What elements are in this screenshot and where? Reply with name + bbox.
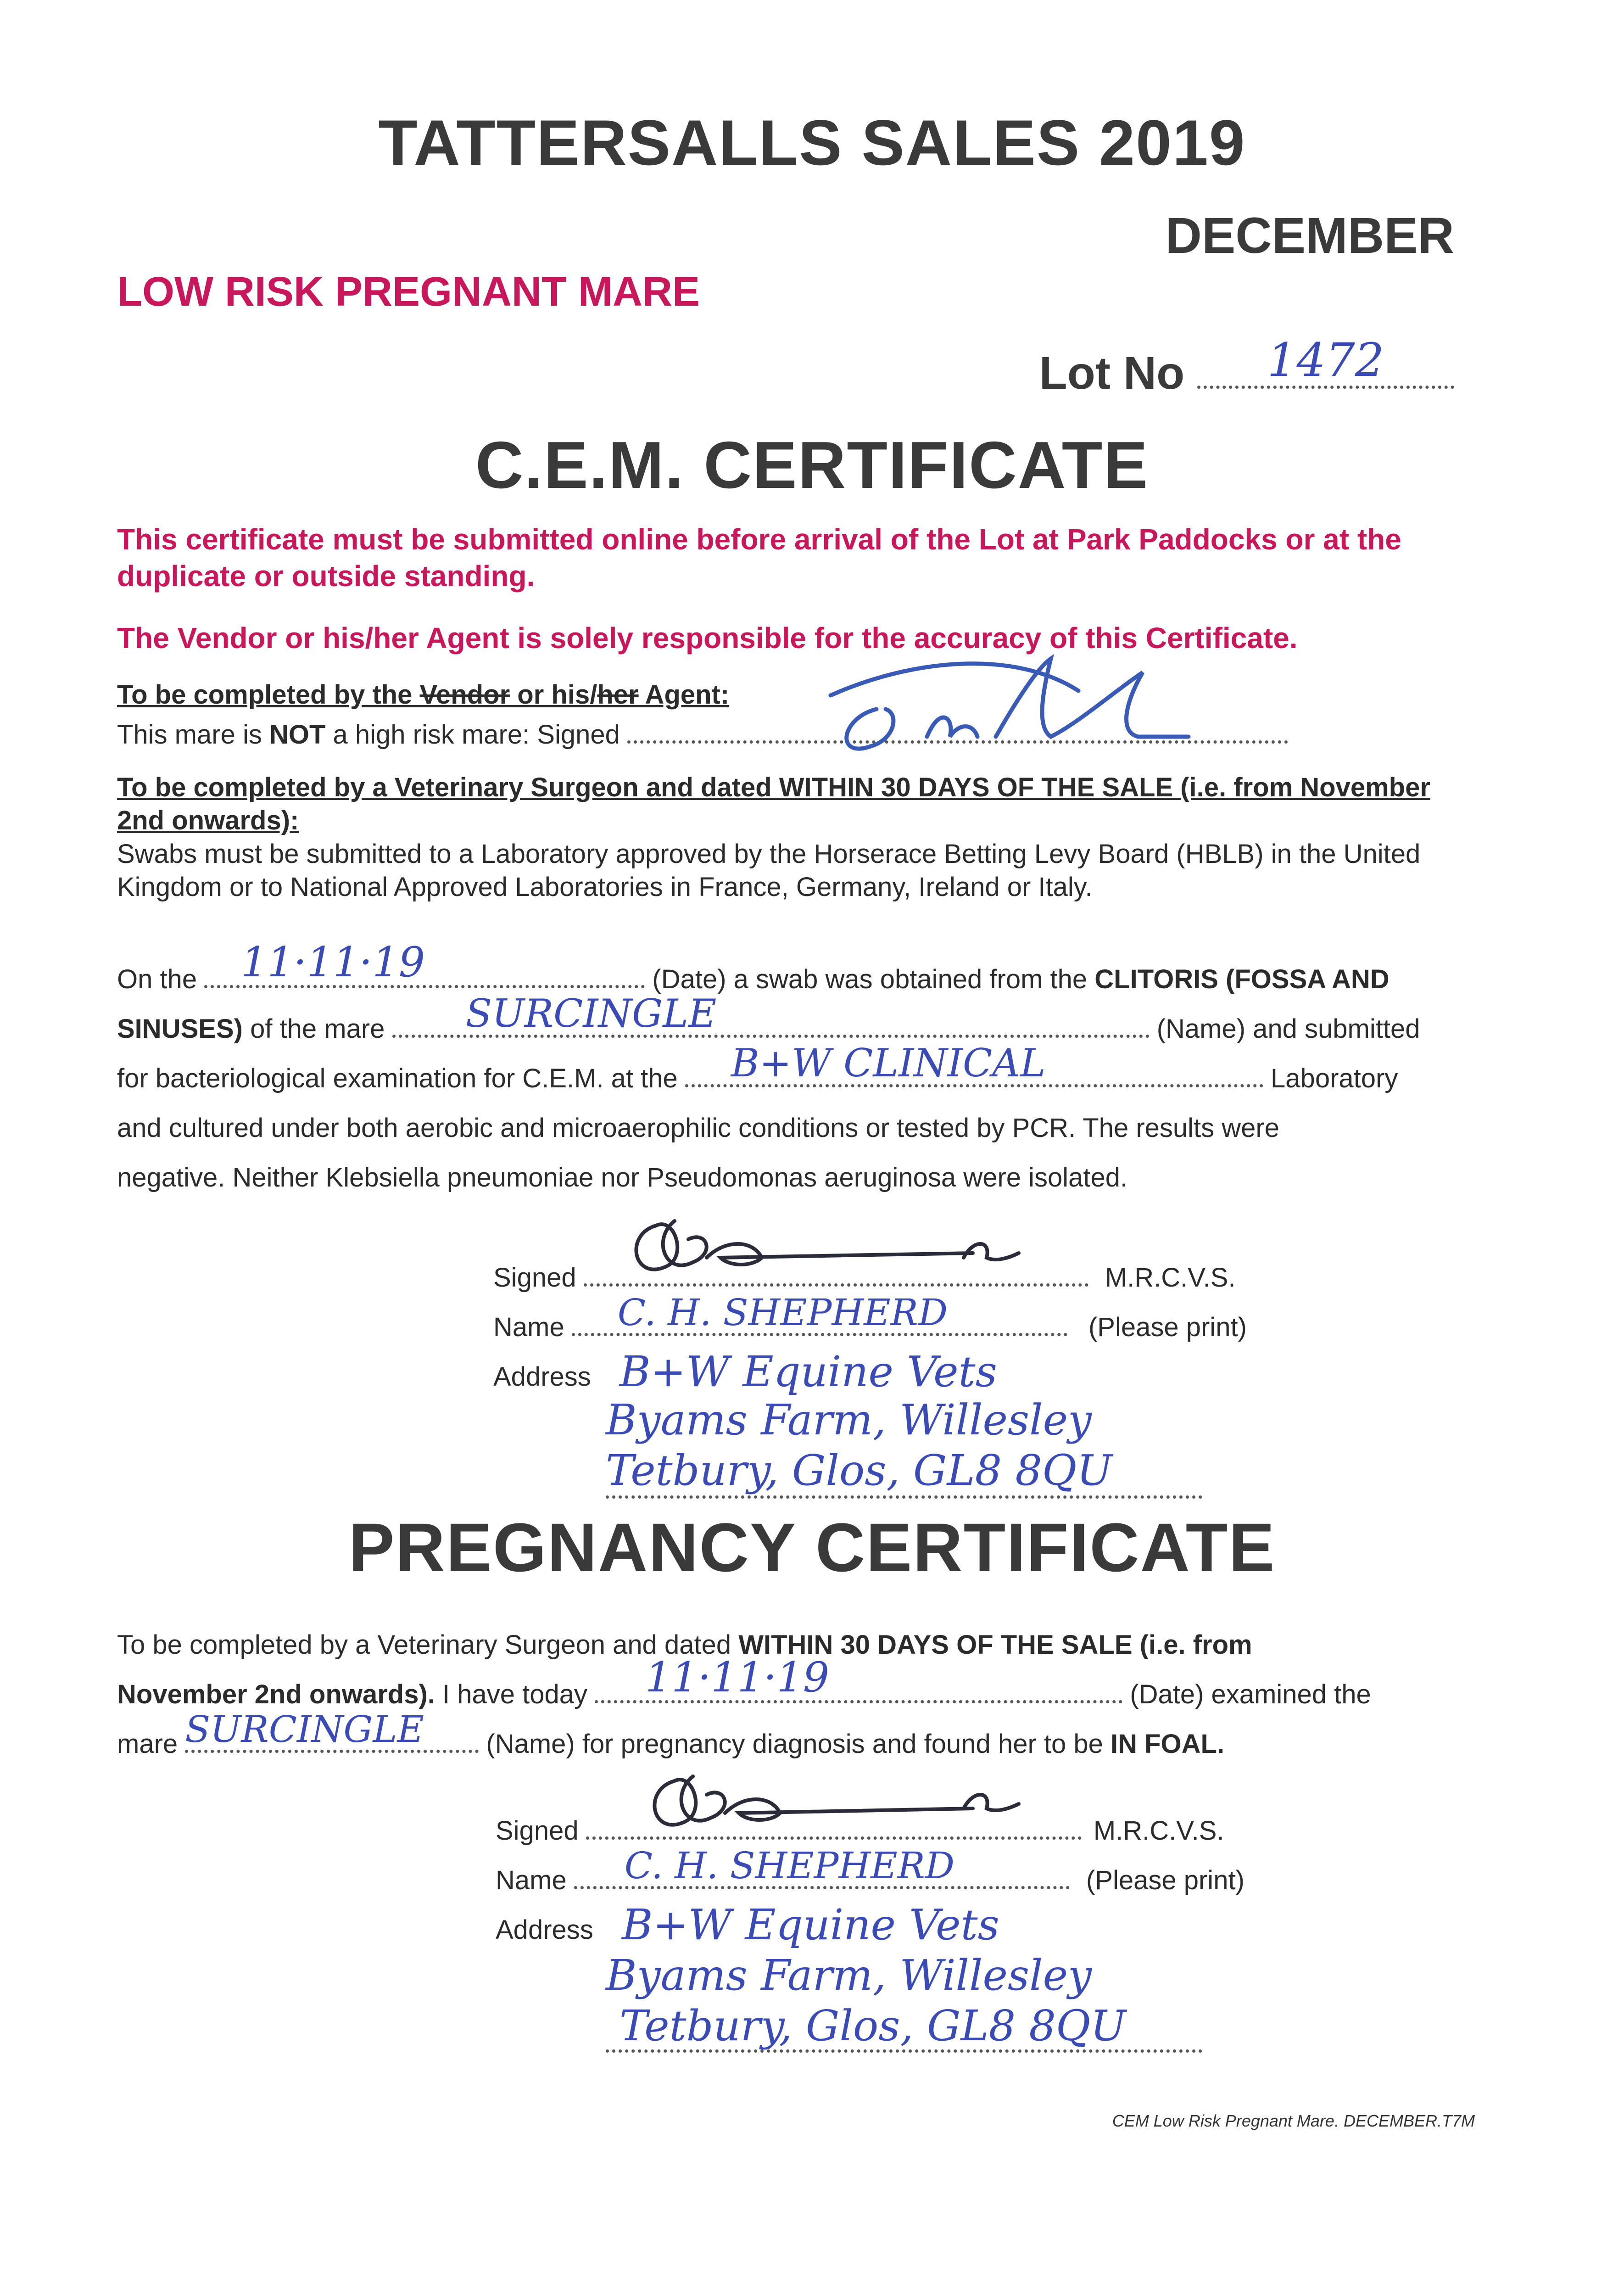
mrcvs-label: M.R.C.V.S. [1105, 1263, 1236, 1293]
swab-date-field [204, 938, 645, 988]
footer-code: CEM Low Risk Pregnant Mare. DECEMBER.T7M [1112, 2111, 1475, 2130]
clitoris-label: CLITORIS (FOSSA AND [1094, 964, 1390, 994]
vendor-line-text: a high risk mare: Signed [325, 720, 620, 750]
pregnancy-vet-signature [633, 1740, 1037, 1850]
pregnancy-address-line-3: Tetbury, Glos, GL8 8QU [619, 2001, 1126, 2050]
cem-address-label: Address [493, 1362, 591, 1392]
vendor-heading-part: To be completed by the [117, 680, 420, 710]
laboratory-label: Laboratory [1271, 1064, 1398, 1093]
lot-field [1197, 333, 1454, 389]
lot-label: Lot No [1039, 347, 1185, 399]
category-label: LOW RISK PREGNANT MARE [117, 269, 700, 315]
mare-label: mare [117, 1729, 178, 1759]
cem-name-line [493, 1291, 1247, 1352]
laboratory-value: B+W CLINICAL [731, 1040, 1046, 1086]
cem-vet-signature [615, 1189, 1037, 1294]
vendor-line-text: This mare is [117, 720, 269, 750]
cem-address-dots [606, 1495, 1202, 1499]
vet-heading: To be completed by a Veterinary Surgeon and dated WITHIN 30 DAYS OF THE SALE (i.e. from November 2nd onwards): [117, 772, 1430, 835]
laboratory-field [685, 1040, 1263, 1087]
signed-label: Signed [493, 1263, 576, 1293]
for-bact-text: for bacteriological examination for C.E.M. at the [117, 1064, 678, 1093]
swab-date-value: 11·11·19 [241, 938, 425, 986]
mare-name-value: SURCINGLE [465, 991, 717, 1036]
pregnancy-mare-field [185, 1708, 479, 1753]
pregnancy-date-field [595, 1653, 1122, 1703]
name-submitted-text: (Name) and submitted [1156, 1014, 1420, 1044]
cem-address-line-2: Byams Farm, Willesley [606, 1395, 1092, 1444]
lot-value: 1472 [1267, 333, 1384, 387]
pregnancy-address-line-1: B+W Equine Vets [622, 1900, 999, 1949]
pregnancy-line-text: To be completed by a Veterinary Surgeon and dated [117, 1630, 739, 1660]
cem-notice-2: The Vendor or his/her Agent is solely responsible for the accuracy of this Certificate. [117, 621, 1298, 655]
pregnancy-address-line-2: Byams Farm, Willesley [606, 1951, 1092, 2000]
name-label: Name [493, 1312, 564, 1342]
sale-month: DECEMBER [1165, 207, 1454, 264]
pregnancy-mare-name: SURCINGLE [185, 1708, 424, 1751]
cem-heading: C.E.M. CERTIFICATE [475, 428, 1149, 502]
document-title: TATTERSALLS SALES 2019 [378, 106, 1246, 179]
pregnancy-line-text: I have today [435, 1679, 588, 1709]
lot-number [1039, 333, 1454, 400]
cem-address-line-3: Tetbury, Glos, GL8 8QU [606, 1446, 1112, 1495]
cultured-text: and cultured under both aerobic and microaerophilic conditions or tested by PCR. The results were [117, 1113, 1279, 1143]
sinuses-label: SINUSES) [117, 1014, 243, 1044]
pregnancy-heading: PREGNANCY CERTIFICATE [348, 1509, 1276, 1586]
swabs-text: Swabs must be submitted to a Laboratory approved by the Horserace Betting Levy Board (HBLB) in the United Kingdom or to National Approved Laboratories in France, Germany, Ireland or Italy. [117, 839, 1421, 902]
mrcvs-label: M.R.C.V.S. [1093, 1816, 1224, 1846]
cem-notice-1: This certificate must be submitted online before arrival of the Lot at Park Paddocks or at the duplicate or outside standing. [117, 523, 1401, 593]
of-the-mare-text: of the mare [242, 1014, 385, 1044]
pregnancy-date-text: (Date) examined the [1130, 1679, 1371, 1709]
vendor-heading-struck: her [597, 680, 639, 710]
pregnancy-date-value: 11·11·19 [645, 1653, 829, 1702]
pregnancy-name-field [574, 1844, 1070, 1889]
cem-address-line-1: B+W Equine Vets [619, 1347, 997, 1396]
name-label: Name [496, 1865, 567, 1895]
pregnancy-line-bold: WITHIN 30 DAYS OF THE SALE (i.e. from [738, 1630, 1252, 1660]
vendor-heading-part: or his/ [510, 680, 597, 710]
swab-date-text: (Date) a swab was obtained from the [652, 964, 1095, 994]
pregnancy-address-dots [606, 2049, 1202, 2053]
in-foal-label: IN FOAL. [1111, 1729, 1225, 1759]
laboratory-line [117, 1040, 1398, 1103]
vendor-heading-part: Agent: [638, 680, 730, 710]
cem-vet-name: C. H. SHEPHERD [617, 1291, 948, 1334]
please-print-label: (Please print) [1088, 1312, 1247, 1342]
cem-name-field [572, 1291, 1067, 1336]
signed-label: Signed [496, 1816, 579, 1846]
pregnancy-address-label: Address [496, 1915, 593, 1945]
vendor-heading [117, 679, 729, 710]
negative-text: negative. Neither Klebsiella pneumoniae nor Pseudomonas aeruginosa were isolated. [117, 1163, 1128, 1192]
vendor-line-not: NOT [269, 720, 326, 750]
please-print-label: (Please print) [1086, 1865, 1245, 1895]
vendor-signature [821, 640, 1234, 760]
mare-name-field [392, 991, 1150, 1038]
pregnancy-name-line [496, 1844, 1245, 1905]
pregnancy-line-bold: November 2nd onwards). [117, 1679, 435, 1709]
vendor-heading-struck: Vendor [419, 680, 510, 710]
on-the-label: On the [117, 964, 197, 994]
pregnancy-mare-text: (Name) for pregnancy diagnosis and found her to be [479, 1729, 1111, 1759]
pregnancy-vet-name: C. H. SHEPHERD [624, 1844, 955, 1887]
